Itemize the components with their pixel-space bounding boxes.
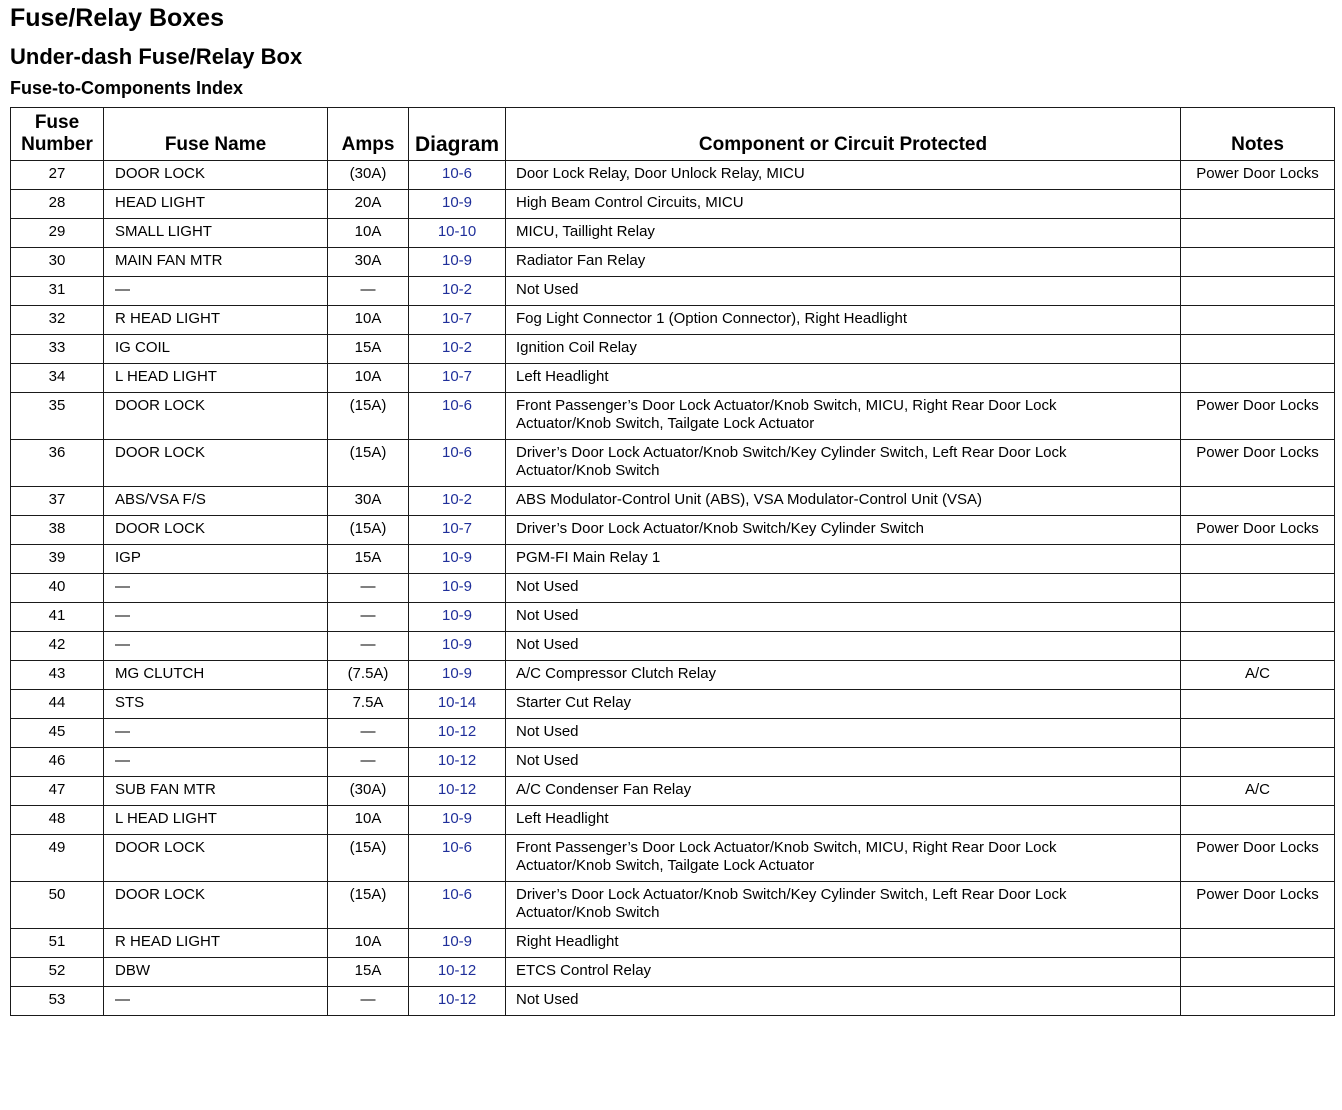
fuse-name-cell: DOOR LOCK	[104, 440, 328, 487]
fuse-number-cell: 38	[11, 516, 104, 545]
component-text-continued: Actuator/Knob Switch	[516, 462, 660, 479]
component-text: Not Used	[516, 636, 579, 653]
component-text: Driver’s Door Lock Actuator/Knob Switch/Key Cylinder Switch	[516, 520, 924, 537]
fuse-number-cell: 32	[11, 306, 104, 335]
table-row	[11, 335, 1335, 364]
notes-cell	[1181, 958, 1335, 987]
component-cell	[506, 161, 1181, 190]
fuse-number-cell: 49	[11, 835, 104, 882]
table-row	[11, 777, 1335, 806]
diagram-cell	[409, 690, 506, 719]
notes-cell: A/C	[1181, 777, 1335, 806]
diagram-link[interactable]: 10-6	[441, 444, 473, 461]
header-fuse-number-line1: Fuse	[34, 112, 80, 133]
component-cell	[506, 364, 1181, 393]
component-text: Not Used	[516, 607, 579, 624]
component-text: ABS Modulator-Control Unit (ABS), VSA Modulator-Control Unit (VSA)	[516, 491, 983, 508]
fuse-number-cell: 35	[11, 393, 104, 440]
fuse-name-cell: SMALL LIGHT	[104, 219, 328, 248]
diagram-cell	[409, 487, 506, 516]
diagram-link[interactable]: 10-9	[441, 549, 473, 566]
component-cell	[506, 574, 1181, 603]
fuse-number-cell: 45	[11, 719, 104, 748]
diagram-link[interactable]: 10-2	[441, 339, 473, 356]
amps-cell: —	[328, 574, 409, 603]
fuse-index-table	[10, 107, 1335, 1016]
table-row	[11, 248, 1335, 277]
component-text: A/C Condenser Fan Relay	[516, 781, 692, 798]
diagram-link[interactable]: 10-12	[437, 962, 477, 979]
component-cell	[506, 516, 1181, 545]
diagram-cell	[409, 364, 506, 393]
amps-cell: (15A)	[328, 393, 409, 440]
diagram-link[interactable]: 10-6	[441, 839, 473, 856]
component-cell	[506, 958, 1181, 987]
fuse-number-cell: 37	[11, 487, 104, 516]
component-text: PGM-FI Main Relay 1	[516, 549, 661, 566]
notes-cell	[1181, 690, 1335, 719]
subsection-title: Fuse-to-Components Index	[10, 78, 243, 98]
component-text: Not Used	[516, 578, 579, 595]
amps-cell: —	[328, 603, 409, 632]
fuse-number-cell: 30	[11, 248, 104, 277]
component-text: Not Used	[516, 991, 579, 1008]
component-text: Driver’s Door Lock Actuator/Knob Switch/Key Cylinder Switch, Left Rear Door Lock	[516, 886, 1067, 903]
fuse-name-cell: DOOR LOCK	[104, 393, 328, 440]
component-cell	[506, 748, 1181, 777]
component-cell	[506, 393, 1181, 440]
diagram-cell	[409, 929, 506, 958]
amps-cell: —	[328, 719, 409, 748]
component-cell	[506, 835, 1181, 882]
notes-cell	[1181, 806, 1335, 835]
table-row	[11, 393, 1335, 440]
amps-cell: 10A	[328, 306, 409, 335]
notes-cell: A/C	[1181, 661, 1335, 690]
fuse-name-cell: HEAD LIGHT	[104, 190, 328, 219]
diagram-link[interactable]: 10-12	[437, 991, 477, 1008]
notes-cell: Power Door Locks	[1181, 161, 1335, 190]
amps-cell: —	[328, 632, 409, 661]
fuse-name-cell: —	[104, 632, 328, 661]
component-text: Front Passenger’s Door Lock Actuator/Knob Switch, MICU, Right Rear Door Lock	[516, 839, 1057, 856]
fuse-name-cell: MG CLUTCH	[104, 661, 328, 690]
table-row	[11, 882, 1335, 929]
component-cell	[506, 603, 1181, 632]
fuse-name-cell: IG COIL	[104, 335, 328, 364]
component-text: Starter Cut Relay	[516, 694, 632, 711]
fuse-number-cell: 33	[11, 335, 104, 364]
component-cell	[506, 306, 1181, 335]
amps-cell: (15A)	[328, 516, 409, 545]
section-title: Under-dash Fuse/Relay Box	[10, 44, 303, 69]
fuse-name-cell: —	[104, 748, 328, 777]
component-text-continued: Actuator/Knob Switch, Tailgate Lock Actuator	[516, 415, 815, 432]
amps-cell: 15A	[328, 958, 409, 987]
component-cell	[506, 661, 1181, 690]
component-text: Left Headlight	[516, 368, 609, 385]
component-text: Right Headlight	[516, 933, 619, 950]
notes-cell	[1181, 364, 1335, 393]
notes-cell	[1181, 545, 1335, 574]
fuse-name-cell: DOOR LOCK	[104, 161, 328, 190]
notes-cell: Power Door Locks	[1181, 393, 1335, 440]
amps-cell: (30A)	[328, 161, 409, 190]
table-row	[11, 516, 1335, 545]
diagram-link[interactable]: 10-2	[441, 281, 473, 298]
component-text: Not Used	[516, 281, 579, 298]
amps-cell: (7.5A)	[328, 661, 409, 690]
fuse-number-cell: 44	[11, 690, 104, 719]
fuse-table-body	[11, 161, 1335, 1016]
diagram-cell	[409, 777, 506, 806]
table-row	[11, 632, 1335, 661]
table-row	[11, 364, 1335, 393]
diagram-link[interactable]: 10-9	[441, 607, 473, 624]
table-row	[11, 306, 1335, 335]
diagram-link[interactable]: 10-6	[441, 886, 473, 903]
amps-cell: 10A	[328, 364, 409, 393]
amps-cell: 15A	[328, 545, 409, 574]
fuse-number-cell: 27	[11, 161, 104, 190]
amps-cell: 7.5A	[328, 690, 409, 719]
diagram-cell	[409, 545, 506, 574]
fuse-number-cell: 42	[11, 632, 104, 661]
table-row	[11, 190, 1335, 219]
amps-cell: 30A	[328, 248, 409, 277]
component-text: Left Headlight	[516, 810, 609, 827]
fuse-name-cell: R HEAD LIGHT	[104, 306, 328, 335]
diagram-cell	[409, 335, 506, 364]
header-fuse-number-line2: Number	[21, 134, 93, 155]
fuse-number-cell: 29	[11, 219, 104, 248]
amps-cell: —	[328, 748, 409, 777]
table-row	[11, 277, 1335, 306]
fuse-name-cell: SUB FAN MTR	[104, 777, 328, 806]
header-amps: Amps	[328, 108, 409, 161]
diagram-link[interactable]: 10-12	[437, 781, 477, 798]
notes-cell	[1181, 603, 1335, 632]
component-cell	[506, 632, 1181, 661]
diagram-link[interactable]: 10-7	[441, 368, 473, 385]
component-text: High Beam Control Circuits, MICU	[516, 194, 744, 211]
fuse-number-cell: 28	[11, 190, 104, 219]
diagram-link[interactable]: 10-6	[441, 165, 473, 182]
diagram-link[interactable]: 10-9	[441, 933, 473, 950]
table-row	[11, 487, 1335, 516]
component-text: Not Used	[516, 723, 579, 740]
fuse-number-cell: 31	[11, 277, 104, 306]
fuse-number-cell: 41	[11, 603, 104, 632]
amps-cell: 15A	[328, 335, 409, 364]
component-text: Driver’s Door Lock Actuator/Knob Switch/Key Cylinder Switch, Left Rear Door Lock	[516, 444, 1067, 461]
fuse-name-cell: —	[104, 277, 328, 306]
fuse-number-cell: 46	[11, 748, 104, 777]
diagram-cell	[409, 882, 506, 929]
notes-cell: Power Door Locks	[1181, 516, 1335, 545]
fuse-number-cell: 43	[11, 661, 104, 690]
component-text-continued: Actuator/Knob Switch	[516, 904, 660, 921]
notes-cell	[1181, 632, 1335, 661]
component-cell	[506, 440, 1181, 487]
fuse-name-cell: —	[104, 603, 328, 632]
component-text: Fog Light Connector 1 (Option Connector), Right Headlight	[516, 310, 908, 327]
diagram-link[interactable]: 10-12	[437, 723, 477, 740]
component-text: Ignition Coil Relay	[516, 339, 637, 356]
fuse-name-cell: L HEAD LIGHT	[104, 806, 328, 835]
fuse-number-cell: 34	[11, 364, 104, 393]
component-cell	[506, 882, 1181, 929]
component-text: A/C Compressor Clutch Relay	[516, 665, 717, 682]
diagram-cell	[409, 190, 506, 219]
fuse-number-cell: 50	[11, 882, 104, 929]
page-title: Fuse/Relay Boxes	[10, 4, 224, 32]
amps-cell: (30A)	[328, 777, 409, 806]
diagram-cell	[409, 719, 506, 748]
diagram-link[interactable]: 10-9	[441, 578, 473, 595]
component-cell	[506, 487, 1181, 516]
table-row	[11, 574, 1335, 603]
amps-cell: 30A	[328, 487, 409, 516]
table-row	[11, 690, 1335, 719]
diagram-cell	[409, 835, 506, 882]
fuse-name-cell: ABS/VSA F/S	[104, 487, 328, 516]
diagram-cell	[409, 574, 506, 603]
fuse-number-cell: 36	[11, 440, 104, 487]
table-row	[11, 219, 1335, 248]
notes-cell	[1181, 190, 1335, 219]
table-row	[11, 661, 1335, 690]
component-cell	[506, 690, 1181, 719]
notes-cell	[1181, 306, 1335, 335]
table-row	[11, 958, 1335, 987]
notes-cell	[1181, 929, 1335, 958]
diagram-link[interactable]: 10-14	[437, 694, 477, 711]
notes-cell	[1181, 987, 1335, 1016]
diagram-cell	[409, 987, 506, 1016]
table-row	[11, 806, 1335, 835]
fuse-name-cell: IGP	[104, 545, 328, 574]
diagram-link[interactable]: 10-9	[441, 665, 473, 682]
component-text: MICU, Taillight Relay	[516, 223, 655, 240]
fuse-number-cell: 52	[11, 958, 104, 987]
table-row	[11, 440, 1335, 487]
notes-cell	[1181, 719, 1335, 748]
component-cell	[506, 806, 1181, 835]
fuse-name-cell: DOOR LOCK	[104, 882, 328, 929]
diagram-cell	[409, 748, 506, 777]
diagram-link[interactable]: 10-6	[441, 397, 473, 414]
table-header-row	[11, 108, 1335, 161]
header-fuse-number	[11, 108, 104, 161]
table-row	[11, 835, 1335, 882]
table-row	[11, 545, 1335, 574]
component-cell	[506, 929, 1181, 958]
fuse-name-cell: MAIN FAN MTR	[104, 248, 328, 277]
diagram-cell	[409, 806, 506, 835]
diagram-link[interactable]: 10-12	[437, 752, 477, 769]
fuse-number-cell: 47	[11, 777, 104, 806]
diagram-cell	[409, 161, 506, 190]
amps-cell: (15A)	[328, 835, 409, 882]
component-cell	[506, 987, 1181, 1016]
amps-cell: (15A)	[328, 882, 409, 929]
diagram-link[interactable]: 10-2	[441, 491, 473, 508]
diagram-cell	[409, 306, 506, 335]
notes-cell	[1181, 277, 1335, 306]
table-row	[11, 603, 1335, 632]
notes-cell: Power Door Locks	[1181, 835, 1335, 882]
amps-cell: 10A	[328, 806, 409, 835]
component-cell	[506, 190, 1181, 219]
amps-cell: (15A)	[328, 440, 409, 487]
amps-cell: —	[328, 987, 409, 1016]
notes-cell	[1181, 487, 1335, 516]
fuse-number-cell: 48	[11, 806, 104, 835]
diagram-cell	[409, 393, 506, 440]
component-text: Radiator Fan Relay	[516, 252, 646, 269]
component-cell	[506, 248, 1181, 277]
diagram-cell	[409, 632, 506, 661]
notes-cell	[1181, 219, 1335, 248]
header-diagram-label: Diagram	[414, 133, 500, 156]
diagram-link[interactable]: 10-7	[441, 520, 473, 537]
component-text: Front Passenger’s Door Lock Actuator/Knob Switch, MICU, Right Rear Door Lock	[516, 397, 1057, 414]
component-cell	[506, 335, 1181, 364]
fuse-name-cell: L HEAD LIGHT	[104, 364, 328, 393]
diagram-link[interactable]: 10-10	[437, 223, 477, 240]
fuse-name-cell: —	[104, 719, 328, 748]
table-row	[11, 719, 1335, 748]
diagram-cell	[409, 661, 506, 690]
fuse-number-cell: 39	[11, 545, 104, 574]
notes-cell	[1181, 574, 1335, 603]
amps-cell: 10A	[328, 219, 409, 248]
amps-cell: 20A	[328, 190, 409, 219]
fuse-name-cell: STS	[104, 690, 328, 719]
diagram-cell	[409, 219, 506, 248]
component-cell	[506, 277, 1181, 306]
fuse-name-cell: R HEAD LIGHT	[104, 929, 328, 958]
diagram-cell	[409, 248, 506, 277]
table-row	[11, 929, 1335, 958]
diagram-link[interactable]: 10-9	[441, 194, 473, 211]
component-text-continued: Actuator/Knob Switch, Tailgate Lock Actuator	[516, 857, 815, 874]
diagram-link[interactable]: 10-7	[441, 310, 473, 327]
diagram-link[interactable]: 10-9	[441, 636, 473, 653]
diagram-cell	[409, 277, 506, 306]
fuse-name-cell: DOOR LOCK	[104, 835, 328, 882]
component-cell	[506, 545, 1181, 574]
notes-cell: Power Door Locks	[1181, 882, 1335, 929]
table-row	[11, 161, 1335, 190]
header-diagram	[409, 108, 506, 161]
fuse-name-cell: DOOR LOCK	[104, 516, 328, 545]
header-fuse-name: Fuse Name	[104, 108, 328, 161]
component-text: Not Used	[516, 752, 579, 769]
fuse-number-cell: 51	[11, 929, 104, 958]
header-component: Component or Circuit Protected	[506, 108, 1181, 161]
component-cell	[506, 719, 1181, 748]
diagram-link[interactable]: 10-9	[441, 252, 473, 269]
notes-cell: Power Door Locks	[1181, 440, 1335, 487]
amps-cell: 10A	[328, 929, 409, 958]
component-cell	[506, 777, 1181, 806]
diagram-cell	[409, 958, 506, 987]
diagram-cell	[409, 516, 506, 545]
notes-cell	[1181, 248, 1335, 277]
fuse-name-cell: —	[104, 987, 328, 1016]
fuse-name-cell: DBW	[104, 958, 328, 987]
table-row	[11, 748, 1335, 777]
diagram-link[interactable]: 10-9	[441, 810, 473, 827]
fuse-name-cell: —	[104, 574, 328, 603]
fuse-number-cell: 40	[11, 574, 104, 603]
component-text: Door Lock Relay, Door Unlock Relay, MICU	[516, 165, 805, 182]
notes-cell	[1181, 748, 1335, 777]
component-cell	[506, 219, 1181, 248]
header-notes: Notes	[1181, 108, 1335, 161]
fuse-number-cell: 53	[11, 987, 104, 1016]
notes-cell	[1181, 335, 1335, 364]
diagram-cell	[409, 440, 506, 487]
component-text: ETCS Control Relay	[516, 962, 652, 979]
table-row	[11, 987, 1335, 1016]
diagram-cell	[409, 603, 506, 632]
amps-cell: —	[328, 277, 409, 306]
